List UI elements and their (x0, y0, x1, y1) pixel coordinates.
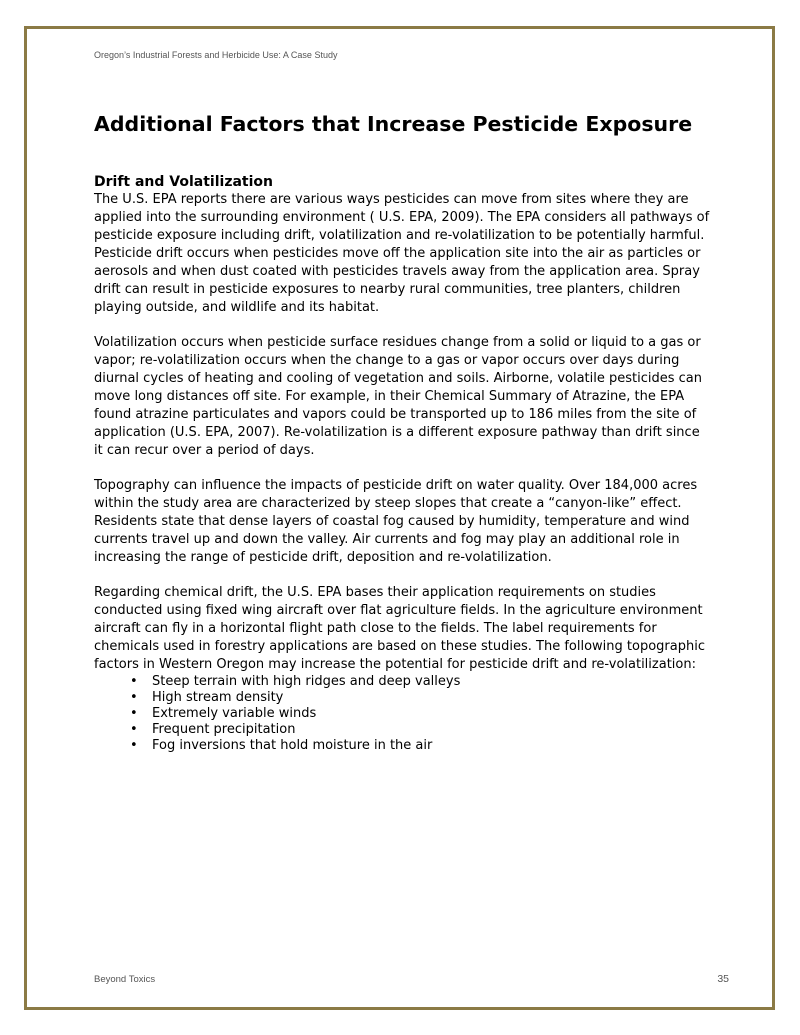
bullet-icon: • (130, 738, 138, 753)
bullet-icon: • (130, 674, 138, 689)
page-number: 35 (717, 973, 729, 985)
list-item-text: Extremely variable winds (152, 706, 317, 721)
list-item-text: Steep terrain with high ridges and deep valleys (152, 674, 461, 689)
paragraph: The U.S. EPA reports there are various ways pesticides can move from sites where they are applied into the surrounding environment ( U.S. EPA, 2009). The EPA considers all pathways of pesticide exposure including drift, volatilization and re-volatilization to be potentially harmful. Pesticide drift occurs when pesticides move off the application site into the air as particles or aerosols and when dust coated with pesticides travels away from the application area. Spray drift can result in pesticide exposures to nearby rural communities, tree planters, children playing outside, and wildlife and its habitat. (94, 192, 710, 315)
list-item (130, 674, 711, 690)
footer-organization: Beyond Toxics (94, 974, 156, 985)
bullet-icon: • (130, 722, 138, 737)
main-content (94, 174, 711, 754)
list-item (130, 706, 711, 722)
list-item-text: Frequent precipitation (152, 722, 296, 737)
list-item (130, 722, 711, 738)
page-title: Additional Factors that Increase Pesticide Exposure (94, 112, 693, 136)
list-item (130, 738, 711, 754)
bullet-icon: • (130, 690, 138, 705)
section-heading: Drift and Volatilization (94, 174, 273, 190)
list-item-text: High stream density (152, 690, 284, 705)
bullet-icon: • (130, 706, 138, 721)
list-item-text: Fog inversions that hold moisture in the air (152, 738, 433, 753)
factor-list (94, 674, 711, 754)
running-header: Oregon’s Industrial Forests and Herbicide Use: A Case Study (94, 50, 338, 60)
paragraph: Volatilization occurs when pesticide surface residues change from a solid or liquid to a gas or vapor; re-volatilization occurs when the change to a gas or vapor occurs over days during diurnal cycles of heating and cooling of vegetation and soils. Airborne, volatile pesticides can move long distances off site. For example, in their Chemical Summary of Atrazine, the EPA found atrazine particulates and vapors could be transported up to 186 miles from the site of application (U.S. EPA, 2007). Re-volatilization is a different exposure pathway than drift since it can recur over a period of days. (94, 335, 702, 458)
paragraph: Regarding chemical drift, the U.S. EPA bases their application requirements on studies conducted using fixed wing aircraft over flat agriculture fields. In the agriculture environment aircraft can fly in a horizontal flight path close to the fields. The label requirements for chemicals used in forestry applications are based on these studies. The following topographic factors in Western Oregon may increase the potential for pesticide drift and re-volatilization: (94, 585, 705, 672)
list-item (130, 690, 711, 706)
paragraph: Topography can influence the impacts of pesticide drift on water quality. Over 184,000 acres within the study area are characterized by steep slopes that create a “canyon-like” effect. Residents state that dense layers of coastal fog caused by humidity, temperature and wind currents travel up and down the valley. Air currents and fog may play an additional role in increasing the range of pesticide drift, deposition and re-volatilization. (94, 478, 698, 565)
